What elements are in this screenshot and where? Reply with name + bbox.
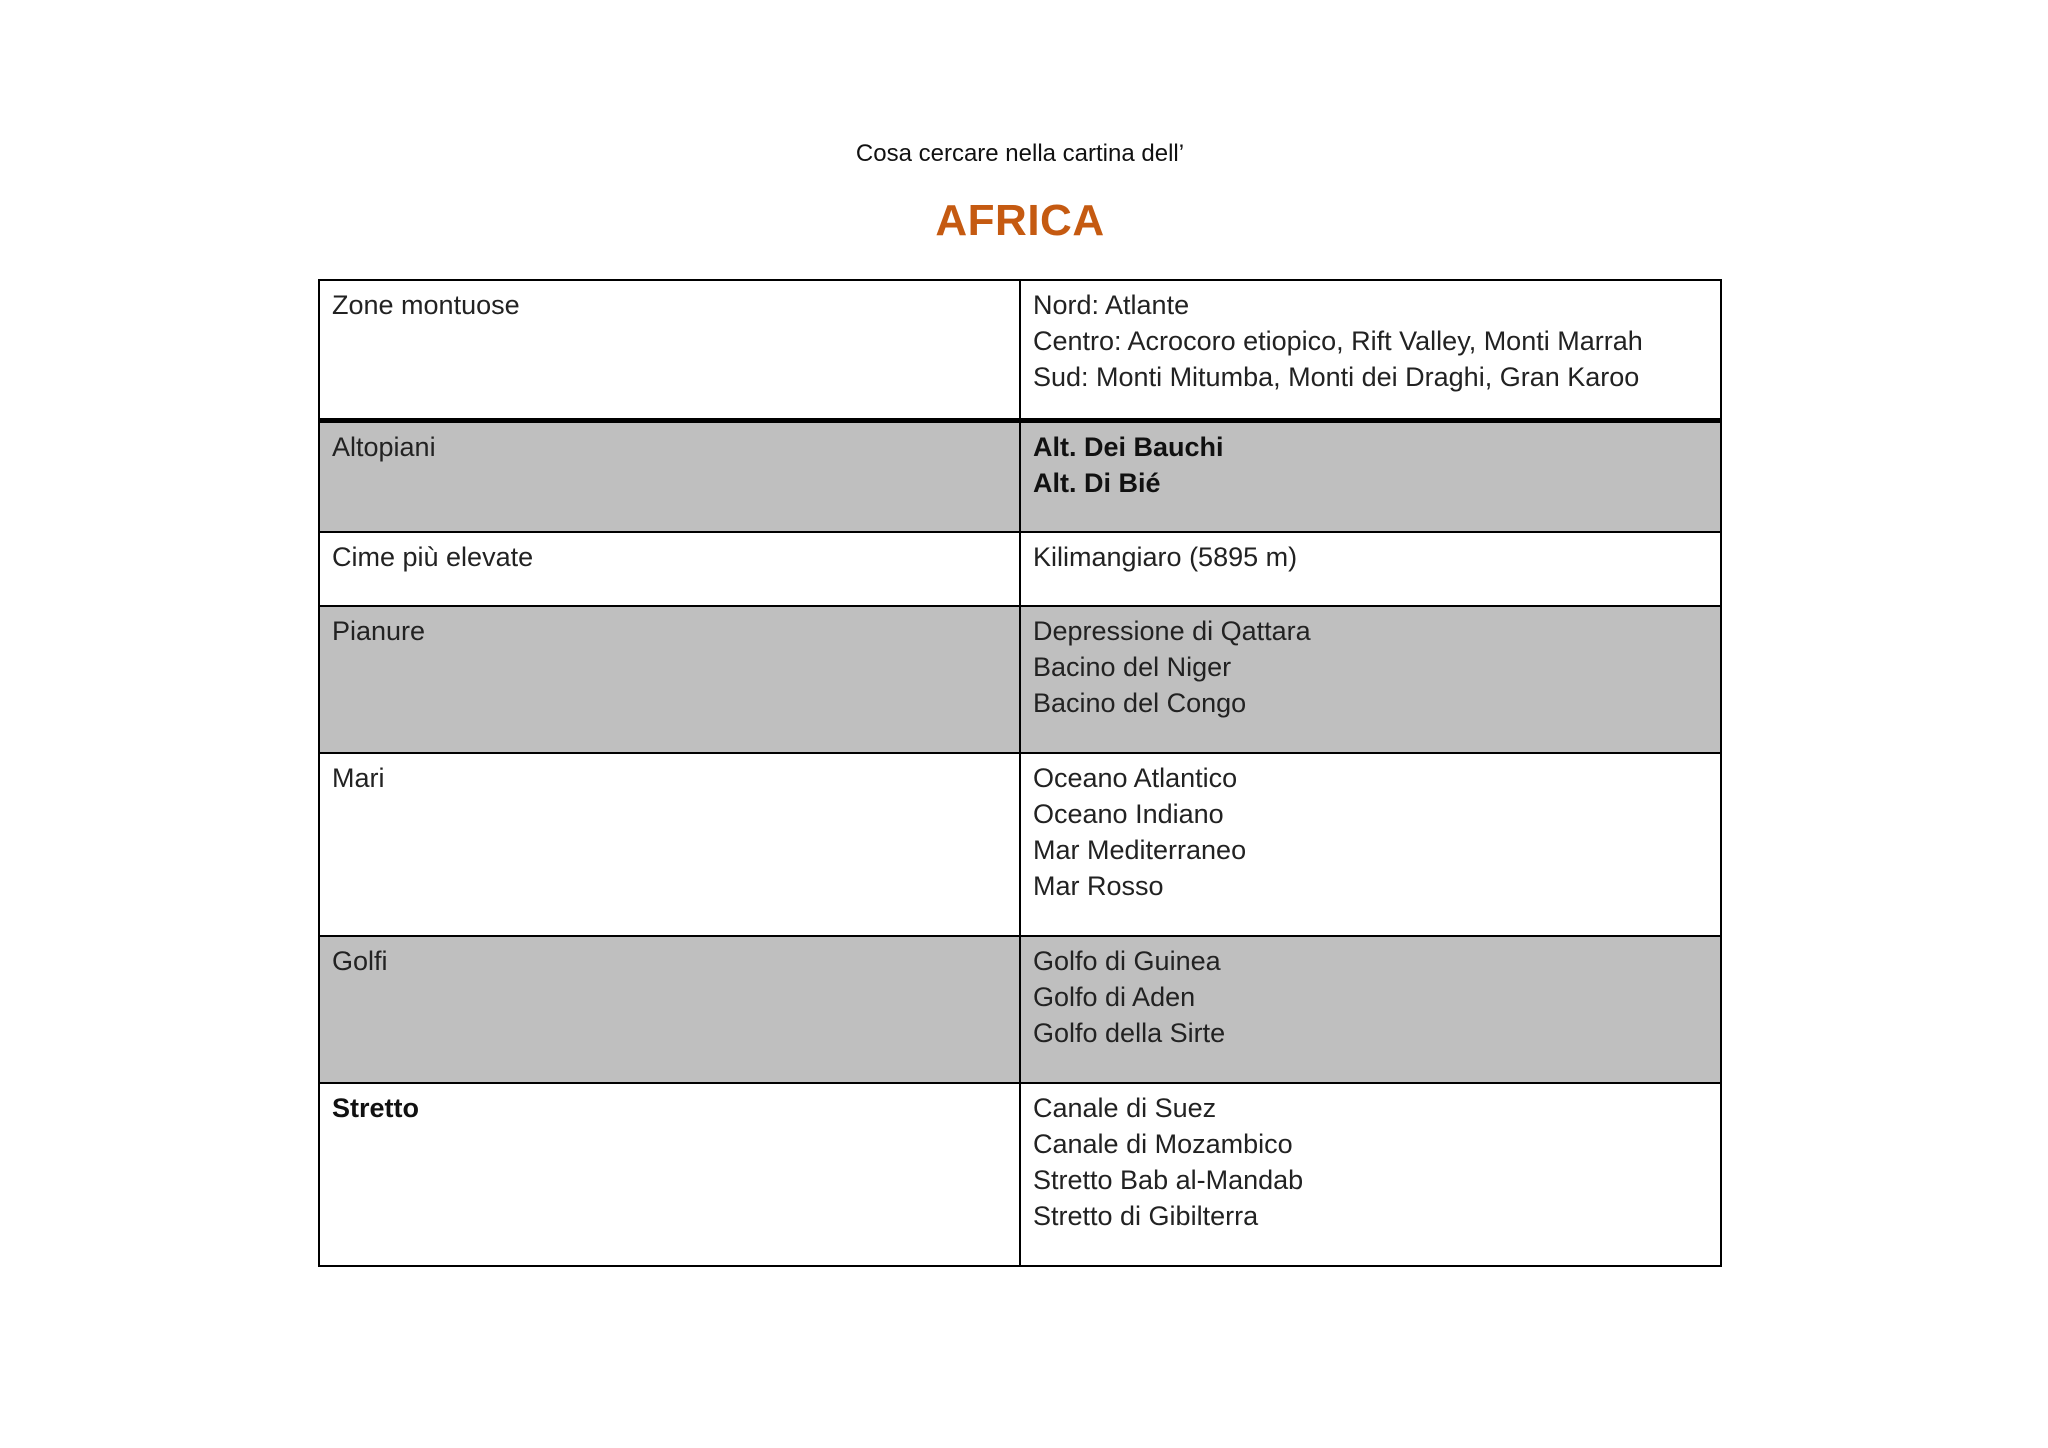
table-row [319,753,1721,936]
row-value-line: Oceano Atlantico [1033,763,1238,793]
table-row [319,280,1721,420]
row-label-cell [319,606,1020,753]
table-row [319,532,1721,606]
row-value-line: Mar Rosso [1033,871,1164,901]
row-label-cell [319,936,1020,1083]
row-label-cell [319,280,1020,420]
table-row [319,936,1721,1083]
row-values-cell [1020,936,1721,1083]
row-label: Pianure [332,616,426,646]
row-value-line: Stretto Bab al-Mandab [1033,1165,1304,1195]
table-row [319,1083,1721,1266]
row-value-line: Canale di Mozambico [1033,1129,1293,1159]
row-value-line: Bacino del Niger [1033,652,1232,682]
row-label: Golfi [332,946,388,976]
row-value-line: Golfo di Aden [1033,982,1196,1012]
row-label: Zone montuose [332,290,520,320]
row-values-cell [1020,420,1721,532]
row-label-cell [319,532,1020,606]
row-label: Cime più elevate [332,542,534,572]
row-value-line: Nord: Atlante [1033,290,1190,320]
row-values-cell [1020,753,1721,936]
row-value-line: Alt. Di Bié [1033,467,1161,498]
row-label-cell [319,420,1020,532]
row-value-line: Kilimangiaro (5895 m) [1033,542,1298,572]
row-value-line: Stretto di Gibilterra [1033,1201,1259,1231]
row-value-line: Alt. Dei Bauchi [1033,431,1224,462]
row-values-cell [1020,532,1721,606]
row-value-line: Bacino del Congo [1033,688,1247,718]
row-label: Mari [332,763,385,793]
row-value-line: Canale di Suez [1033,1093,1217,1123]
row-value-line: Golfo di Guinea [1033,946,1221,976]
table-body [319,280,1721,1266]
geography-table [318,279,1722,1267]
row-values-cell [1020,280,1721,420]
row-value-line: Oceano Indiano [1033,799,1224,829]
document-subtitle: Cosa cercare nella cartina dell’ [855,140,1185,167]
row-label: Altopiani [332,431,436,462]
row-value-line: Centro: Acrocoro etiopico, Rift Valley, Monti Marrah [1033,326,1643,356]
document-title: AFRICA [935,196,1105,245]
row-value-line: Depressione di Qattara [1033,616,1311,646]
row-label: Stretto [332,1093,419,1123]
row-values-cell [1020,1083,1721,1266]
row-value-line: Mar Mediterraneo [1033,835,1247,865]
row-label-cell [319,1083,1020,1266]
row-value-line: Golfo della Sirte [1033,1018,1226,1048]
row-value-line: Sud: Monti Mitumba, Monti dei Draghi, Gran Karoo [1033,362,1640,392]
row-label-cell [319,753,1020,936]
table-row [319,420,1721,532]
table-row [319,606,1721,753]
row-values-cell [1020,606,1721,753]
